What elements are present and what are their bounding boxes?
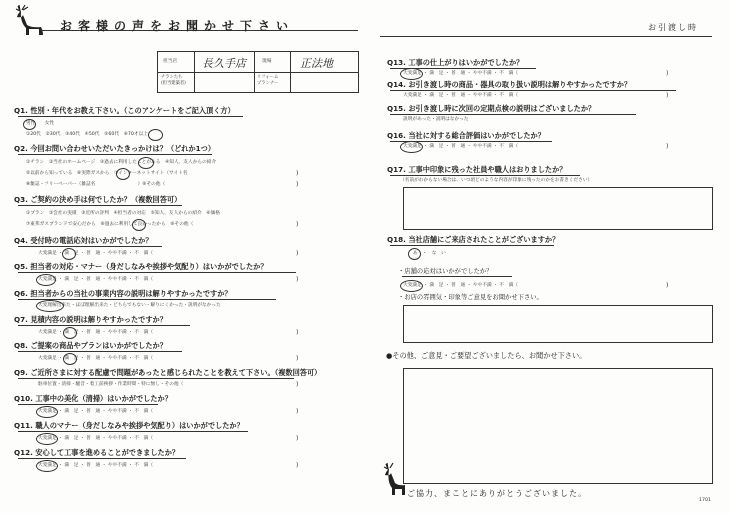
- other-comments-box[interactable]: [403, 368, 713, 484]
- q8-question: Q8. ご提案の商品やプランはいかがでしたか？: [14, 341, 167, 350]
- q2-options-2: ⑤以前から知っている ⑥実際ガスから ⑦インターネットサイト（サイト名: [26, 171, 188, 176]
- q15-options: 説明があった・説明はなかった: [403, 117, 469, 122]
- q2-options-3: ⑧雑誌・フリーペーパー（雑誌名 ）⑨その他（: [26, 182, 166, 187]
- q17-answer-box[interactable]: [403, 187, 713, 230]
- deer-footer-icon: [378, 462, 408, 496]
- q16-question: Q16. 当社に対する総合評価はいかがでしたか？: [387, 131, 545, 140]
- q4-question: Q4. 受付時の電話応対はいかがでしたか？: [14, 236, 153, 245]
- q5-scale: 大変満足 ・ 満 足 ・ 普 通 ・ やや不満 ・ 不 満（: [38, 277, 154, 282]
- q14-question: Q14. お引き渡し時の商品・器具の取り扱い説明は解りやすかったですか？: [387, 80, 632, 89]
- q17-subtext: （名前がわからない場合は、いつ頃どのような内容が印象に残ったのかをお書きください）: [400, 178, 593, 183]
- q13-question: Q13. 工事の仕上がりはいかがでしたか？: [387, 58, 524, 67]
- q12-question: Q12. 安心して工事を進めることができましたか？: [14, 448, 180, 457]
- q11-question: Q11. 職人のマナー（身だしなみや挨拶や気配り）はいかがでしたか？: [14, 421, 244, 430]
- staff-table: [157, 51, 359, 93]
- reform-label: リフォーム プランナー: [257, 75, 279, 86]
- q18-bullet-1: ・店舗の応対はいかがでしたか？: [398, 268, 493, 275]
- q4-scale: 大変満足 ・ 満 足 ・ 普 通 ・ やや不満 ・ 不 満（: [38, 251, 154, 256]
- q1-question: Q1. 性別・年代をお教え下さい。（このアンケートをご記入頂く方）: [14, 106, 235, 115]
- page-title: [60, 16, 294, 36]
- q9-question: Q9. ご近所さまに対する配慮で問題があったと感じられたことを教えて下さい。（複数回答可）: [14, 368, 322, 377]
- q1-age-options: ①20代 ②30代 ③40代 ④50代 ⑤60代 ⑥70才以上: [26, 132, 148, 137]
- q2-question: Q2. 今回お問い合わせいただいたきっかけは？（どれか1つ）: [14, 144, 216, 153]
- q18-options: あ ・ な い: [413, 251, 446, 256]
- tanto-value: 長久手店: [202, 57, 246, 70]
- q8-scale: 大変満足 ・ 満 足 ・ 普 通 ・ やや不満 ・ 不 満（: [38, 356, 154, 361]
- q18-bullet-2: ・お店の雰囲気・印象等ご意見をお聞かせ下さい。: [398, 294, 543, 301]
- q10-scale: 大変満足 ・ 満 足 ・ 普 通 ・ やや不満 ・ 不 満（: [38, 409, 154, 414]
- q7-question: Q7. 見積内容の説明は解りやすかったですか？: [14, 315, 167, 324]
- q5-question: Q5. 担当者の対応・マナー（身だしなみや挨拶や気配り）はいかがでしたか？: [14, 262, 268, 271]
- tanto-label: 担当店: [163, 59, 178, 64]
- q16-scale: 大変満足 ・ 満 足 ・ 普 通 ・ やや不満 ・ 不 満（: [403, 144, 519, 149]
- q6-options: 大変理解出来た・ほぼ理解出来た・どちらでもない・解りにくかった・説明がなかった: [38, 303, 221, 308]
- q11-scale: 大変満足 ・ 満 足 ・ 普 通 ・ やや不満 ・ 不 満（: [38, 436, 154, 441]
- q7-scale: 大変満足 ・ 満 足 ・ 普 通 ・ やや不満 ・ 不 満（: [38, 330, 154, 335]
- q6-question: Q6. 担当者からの当社の事業内容の説明は解りやすかったですか？: [14, 289, 232, 298]
- q10-question: Q10. 工事中の美化（清掃）はいかがでしたか？: [14, 394, 172, 403]
- q15-question: Q15. お引き渡し時に次回の定期点検の説明はございましたか？: [387, 104, 596, 113]
- footer-thanks: ご協力、まことにありがとうございました。: [407, 489, 587, 498]
- q3-question: Q3. ご契約の決め手は何でしたか？（複数回答可）: [14, 195, 182, 204]
- q14-scale: 大変満足 ・ 満 足 ・ 普 通 ・ やや不満 ・ 不 満（: [403, 93, 519, 98]
- genba-value: 正法地: [300, 57, 333, 70]
- q18-question: Q18. 当社店舗にご来店されたことがございますか？: [387, 235, 560, 244]
- footer-code: 1701: [699, 498, 711, 503]
- deer-logo-icon: [8, 4, 44, 38]
- q3-options-1: ①プラン ②会社の実績 ③近所の評判 ④担当者の対応 ⑤知人、友人からの紹介 ⑥価格: [26, 211, 220, 216]
- q12-scale: 大変満足 ・ 満 足 ・ 普 通 ・ やや不満 ・ 不 満（: [38, 463, 154, 468]
- chirashi-label: チラシたち (担当建築者): [161, 75, 186, 86]
- genba-label: 現場: [262, 59, 272, 64]
- other-comments-label: ●その他、ご意見・ご要望ございましたら、お聞かせ下さい。: [386, 351, 587, 360]
- q9-options: 駐車位置・清掃・騒音・着工前挨拶・作業時間・特に無し・その他（: [38, 382, 184, 387]
- q18-answer-box[interactable]: [403, 305, 713, 343]
- q3-options-2: ⑦東邦ガスブランドで安心だから ⑧過去に利用して良かったから ⑨その他（: [26, 222, 194, 227]
- q1-gender-options: 男性 女性: [26, 121, 55, 126]
- right-header-bar: [380, 36, 712, 37]
- q13-scale: 大変満足 ・ 満 足 ・ 普 通 ・ やや不満 ・ 不 満（: [403, 71, 519, 76]
- q2-options-1: ①チラシ ②当社のホームページ ③過去に利用したことがある ④知人、友人からの紹介: [26, 160, 217, 165]
- q17-question: Q17. 工事中印象に残った社員や職人はおりましたか？: [387, 165, 567, 174]
- page-title-text: お客様の声をお聞かせ下さい: [60, 19, 295, 33]
- right-header-title: お引渡し時: [648, 23, 698, 32]
- q18-scale: 大変満足 ・ 満 足 ・ 普 通 ・ やや不満 ・ 不 満（: [403, 283, 519, 288]
